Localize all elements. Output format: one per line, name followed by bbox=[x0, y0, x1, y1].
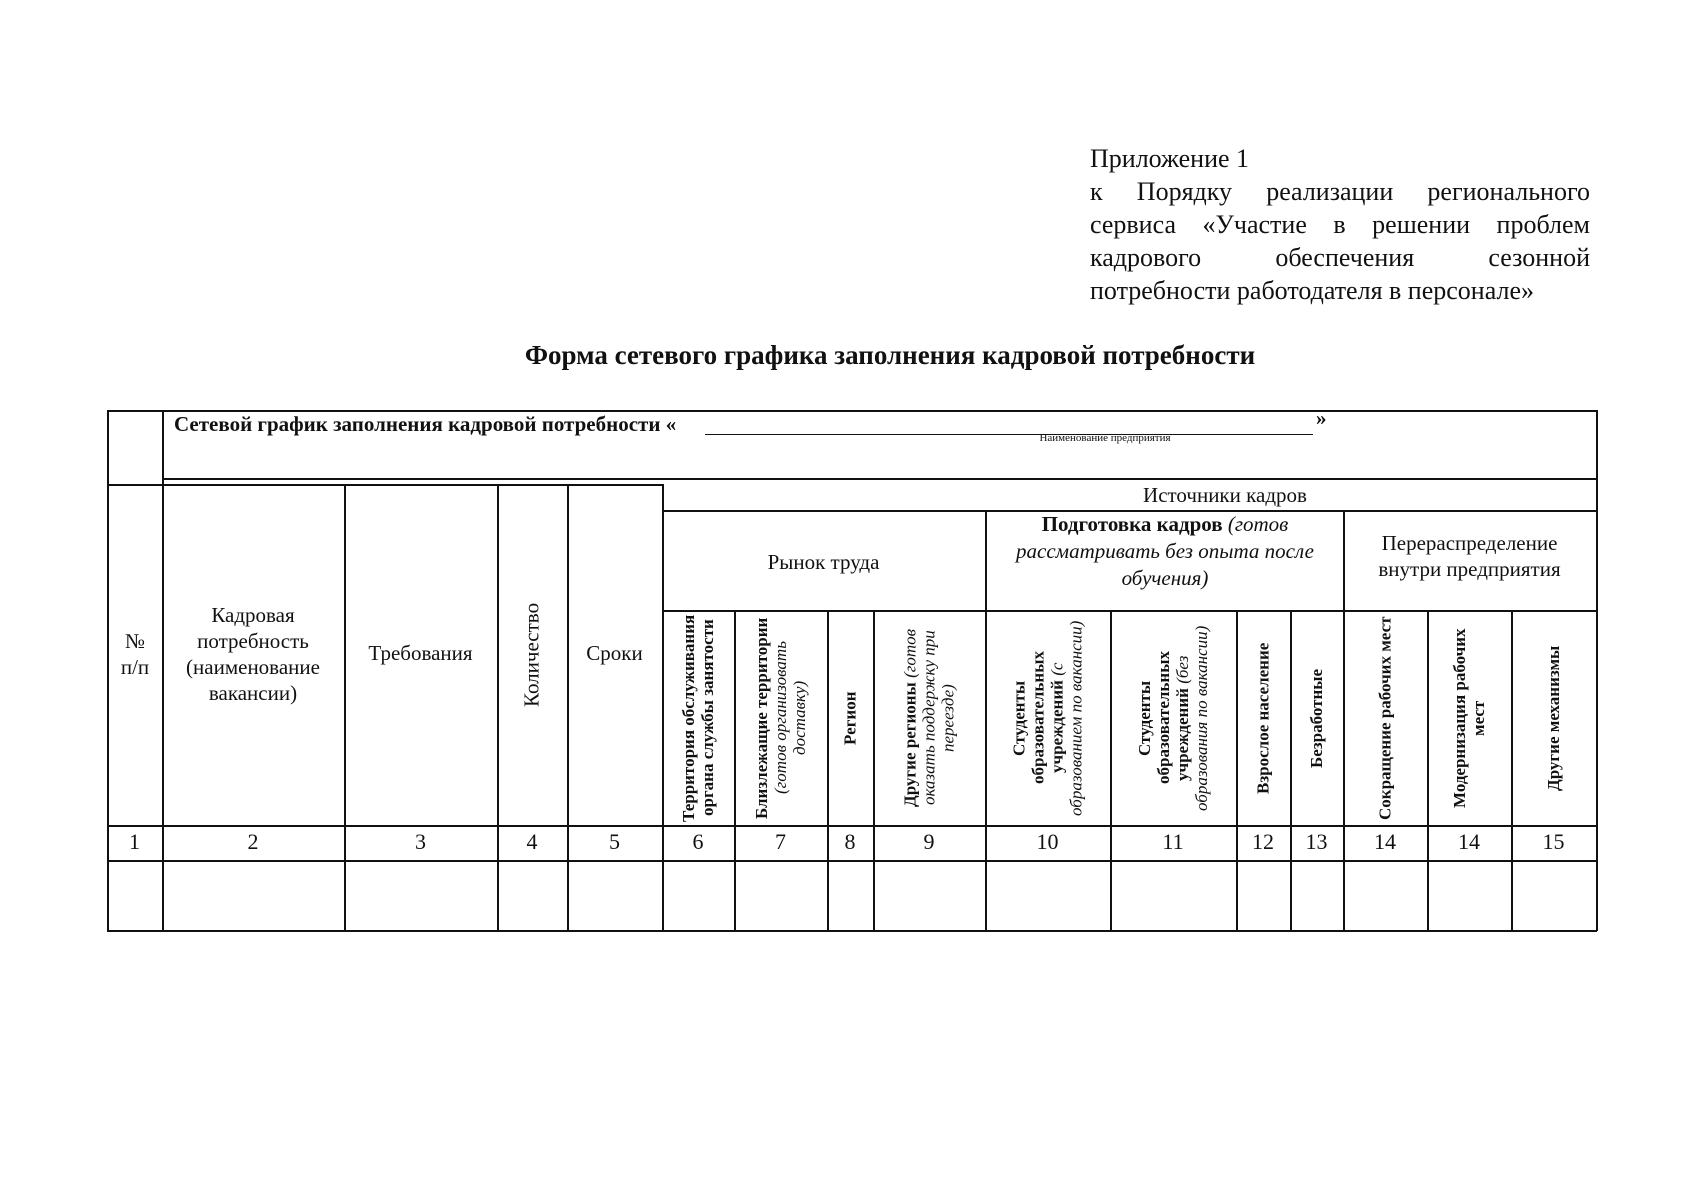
subcolumn-header-bold: Безработные bbox=[1307, 668, 1326, 768]
subcolumn-header bbox=[1427, 612, 1511, 824]
appendix-line: кадрового обеспечения сезонной bbox=[1090, 243, 1590, 272]
header-training-bold: Подготовка кадров bbox=[1041, 512, 1223, 536]
subcolumn-header-text bbox=[841, 691, 860, 745]
subcolumn-header bbox=[1110, 612, 1236, 824]
header-labor-market: Рынок труда bbox=[767, 550, 880, 574]
subcolumn-header bbox=[827, 612, 873, 824]
subcolumn-header-bold: Студенты образовательных учреждений bbox=[1135, 651, 1192, 785]
subcolumn-header-text bbox=[752, 612, 809, 824]
column-number: 9 bbox=[923, 829, 935, 854]
appendix-line: Приложение 1 bbox=[1090, 144, 1250, 173]
network-label: Сетевой график заполнения кадровой потребности « bbox=[174, 412, 677, 436]
header-quantity bbox=[497, 484, 567, 825]
column-number: 3 bbox=[415, 829, 426, 854]
column-number: 15 bbox=[1542, 829, 1565, 854]
appendix-line: сервиса «Участие в решении проблем bbox=[1090, 210, 1590, 239]
subcolumn-header-text bbox=[1010, 612, 1086, 824]
subcolumn-header-bold: Регион bbox=[840, 691, 860, 745]
header-training-italic: (готов рассматривать без опыта после обучения) bbox=[1016, 512, 1314, 590]
appendix-line: к Порядку реализации регионального bbox=[1090, 177, 1590, 206]
column-number: 10 bbox=[1036, 829, 1059, 854]
header-training bbox=[995, 511, 1335, 592]
header-vacancy: Кадровая потребность (наименование вакансии) bbox=[186, 603, 320, 705]
column-number: 6 bbox=[692, 829, 704, 854]
subcolumn-header-bold: Территория обслуживания органа службы занятости bbox=[679, 614, 717, 822]
header-num: № п/п bbox=[120, 629, 150, 679]
column-number: 4 bbox=[526, 829, 538, 854]
column-number: 13 bbox=[1305, 829, 1328, 854]
network-close-quote: » bbox=[1316, 406, 1327, 430]
subcolumn-header-text bbox=[1135, 612, 1211, 824]
column-number: 12 bbox=[1252, 829, 1274, 854]
subcolumn-header bbox=[1511, 612, 1596, 824]
subcolumn-header-bold: Другие регионы bbox=[900, 682, 920, 808]
subcolumn-header bbox=[662, 612, 734, 824]
subcolumn-header bbox=[1290, 612, 1343, 824]
subcolumn-header-italic: (с образованием по вакансии) bbox=[1047, 620, 1086, 816]
subcolumn-header-text bbox=[1544, 645, 1563, 790]
subcolumn-header-bold: Взрослое население bbox=[1253, 642, 1273, 794]
header-quantity-label: Количество bbox=[519, 602, 544, 707]
subcolumn-header bbox=[985, 612, 1110, 824]
subcolumn-header-bold: Сокращение рабочих мест bbox=[1375, 616, 1395, 820]
enterprise-name-caption: Наименование предприятия bbox=[1039, 432, 1171, 444]
appendix-line: потребности работодателя в персонале» bbox=[1090, 276, 1534, 305]
subcolumn-header-italic: (готов оказать поддержку при переезде) bbox=[900, 628, 958, 806]
header-terms: Сроки bbox=[586, 641, 643, 665]
subcolumn-header-text bbox=[1450, 612, 1488, 824]
column-number: 14 bbox=[1374, 829, 1396, 854]
subcolumn-header-text bbox=[1254, 642, 1273, 793]
subcolumn-header-italic: (без образования по вакансии) bbox=[1173, 625, 1211, 811]
column-number: 5 bbox=[609, 829, 620, 854]
header-sources: Источники кадров bbox=[1143, 483, 1307, 507]
subcolumn-header bbox=[1343, 612, 1427, 824]
column-number: 14 bbox=[1458, 829, 1480, 854]
column-number: 7 bbox=[775, 829, 786, 854]
subcolumn-header-bold: Другие механизмы bbox=[1544, 645, 1563, 791]
subcolumn-header-text bbox=[679, 612, 717, 824]
column-number: 11 bbox=[1162, 829, 1184, 854]
subcolumn-header-italic: (готов организовать доставку) bbox=[771, 641, 809, 795]
subcolumn-header-text bbox=[1376, 616, 1395, 819]
subcolumn-header-bold: Близлежащие территории bbox=[752, 617, 771, 819]
header-requirements: Требования bbox=[368, 641, 473, 665]
subcolumn-header-text bbox=[901, 612, 958, 824]
subcolumn-header-text bbox=[1307, 668, 1326, 767]
subcolumn-header-bold: Модернизация рабочих мест bbox=[1450, 628, 1488, 808]
subcolumn-header bbox=[873, 612, 985, 824]
column-number: 8 bbox=[844, 829, 856, 854]
subcolumn-header-bold: Студенты образовательных учреждений bbox=[1009, 651, 1067, 785]
subcolumn-header bbox=[734, 612, 827, 824]
column-number: 1 bbox=[129, 829, 140, 854]
header-redistribution: Перераспределение внутри предприятия bbox=[1378, 531, 1561, 581]
form-title: Форма сетевого графика заполнения кадровой потребности bbox=[524, 340, 1256, 370]
column-number: 2 bbox=[247, 829, 259, 854]
subcolumn-header bbox=[1236, 612, 1290, 824]
